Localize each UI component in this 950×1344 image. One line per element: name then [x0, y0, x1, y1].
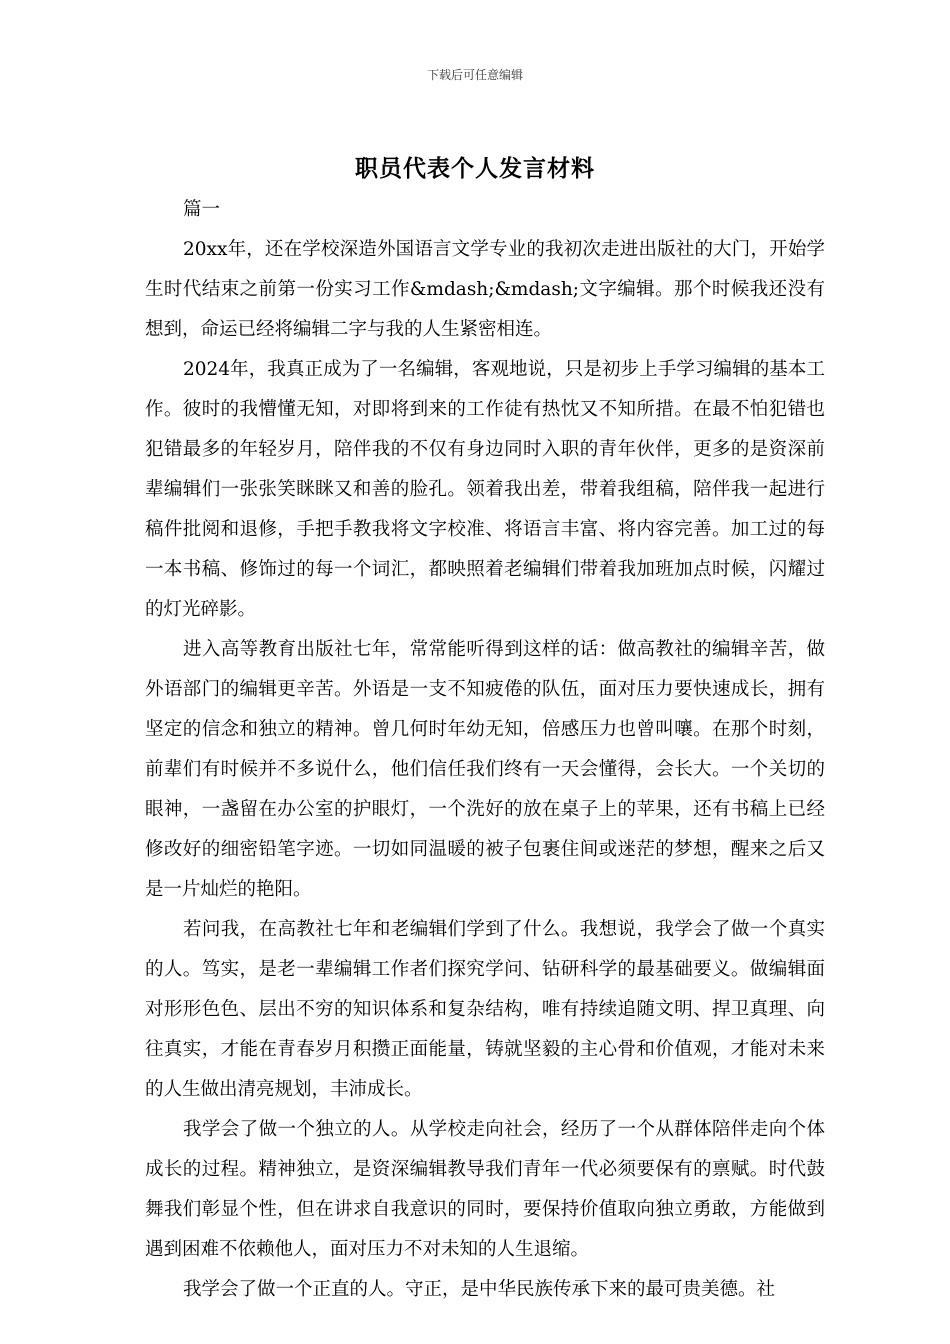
paragraph: 我学会了做一个正直的人。守正，是中华民族传承下来的最可贵美德。社 [183, 1279, 776, 1300]
paragraph: 2024年，我真正成为了一名编辑，客观地说，只是初步上手学习编辑的基本工作。彼时的我懵懂无知，对即将到来的工作徒有热忱又不知所措。在最不怕犯错也犯错最多的年轻岁月，陪伴我的不仅有身边同时入职的青年伙伴，更多的是资深前辈编辑们一张张笑眯眯又和善的脸孔。领着我出差，带着我组稿，陪伴我一起进行稿件批阅和退修，手把手教我将文字校准、将语言丰富、将内容完善。加工过的每一本书稿、修饰过的每一个词汇，都映照着老编辑们带着我加班加点时候，闪耀过的灯光碎影。 [145, 359, 825, 620]
document-body [145, 190, 825, 1310]
paragraph: 我学会了做一个独立的人。从学校走向社会，经历了一个从群体陪伴走向个体成长的过程。精神独立，是资深编辑教导我们青年一代必须要保有的禀赋。时代鼓舞我们彰显个性，但在讲求自我意识的同时，要保持价值取向独立勇敢，方能做到遇到困难不依赖他人，面对压力不对未知的人生退缩。 [145, 1119, 825, 1260]
document-title: 职员代表个人发言材料 [355, 155, 595, 182]
page-header-note: 下载后可任意编辑 [426, 68, 523, 82]
paragraph: 20xx年，还在学校深造外国语言文学专业的我初次走进出版社的大门，开始学生时代结束之前第一份实习工作&mdash;&mdash;文字编辑。那个时候我还没有想到，命运已经将编辑二字与我的人生紧密相连。 [145, 239, 825, 340]
paragraph-section-label: 篇一 [183, 199, 221, 220]
paragraph: 进入高等教育出版社七年，常常能听得到这样的话：做高教社的编辑辛苦，做外语部门的编辑更辛苦。外语是一支不知疲倦的队伍，面对压力要快速成长，拥有坚定的信念和独立的精神。曾几何时年幼无知，倍感压力也曾叫嚷。在那个时刻，前辈们有时候并不多说什么，他们信任我们终有一天会懂得，会长大。一个关切的眼神，一盏留在办公室的护眼灯，一个洗好的放在桌子上的苹果，还有书稿上已经修改好的细密铅笔字迹。一切如同温暖的被子包裹住间或迷茫的梦想，醒来之后又是一片灿烂的艳阳。 [145, 639, 825, 900]
paragraph: 若问我，在高教社七年和老编辑们学到了什么。我想说，我学会了做一个真实的人。笃实，是老一辈编辑工作者们探究学问、钻研科学的最基础要义。做编辑面对形形色色、层出不穷的知识体系和复杂结构，唯有持续追随文明、捍卫真理、向往真实，才能在青春岁月积攒正面能量，铸就坚毅的主心骨和价值观，才能对未来的人生做出清亮规划，丰沛成长。 [145, 919, 825, 1100]
